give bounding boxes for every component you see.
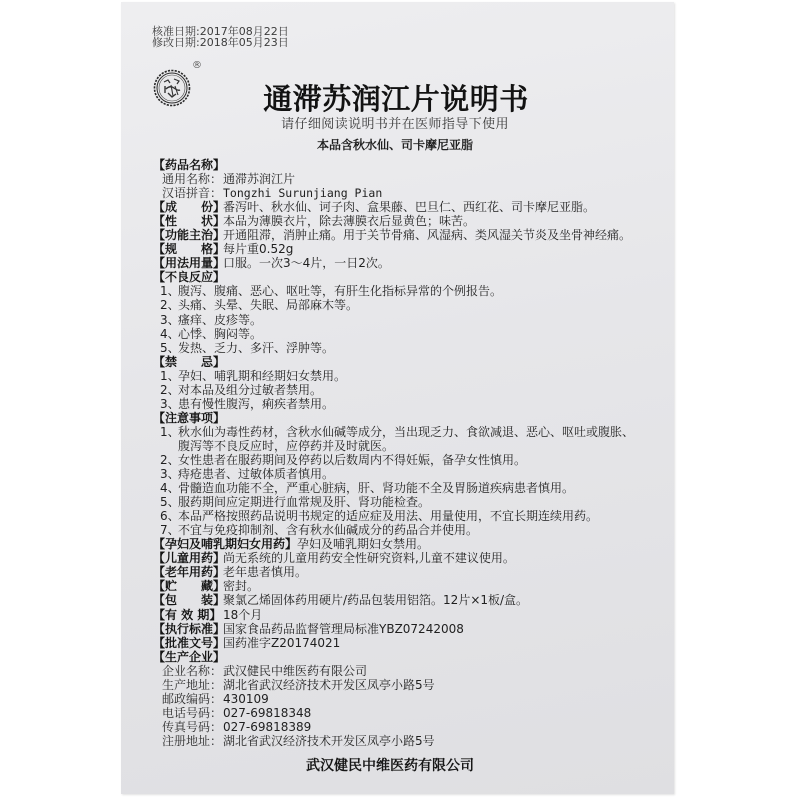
item-text: 瘙痒、皮疹等。 (178, 312, 263, 327)
field-value: 湖北省武汉经济技术开发区凤亭小路5号 (223, 733, 435, 748)
section-heading: 【成 份】 (153, 200, 226, 215)
section-value: 国药准字Z20174021 (223, 635, 341, 650)
list-item (153, 341, 658, 355)
item-number: 2、 (160, 382, 180, 397)
section-heading: 【老年用药】 (153, 565, 226, 580)
item-text: 患有慢性腹泻，痢疾者禁用。 (178, 396, 335, 411)
item-text: 骨髓造血功能不全，严重心脏病，肝、肾功能不全及胃肠道疾病患者慎用。 (178, 481, 575, 496)
field-label: 传真号码： (162, 719, 223, 734)
section-value: 18个月 (223, 607, 263, 622)
list-item (153, 523, 658, 537)
item-number: 6、 (160, 509, 180, 524)
section-heading: 【批准文号】 (153, 635, 226, 650)
item-text: 对本品及组分过敏者禁用。 (178, 382, 323, 397)
field-label: 邮政编码： (162, 691, 223, 706)
section-value: 开通阻滞，消肿止痛。用于关节骨痛、风湿病、类风湿关节炎及坐骨神经痛。 (223, 228, 632, 243)
section-drug-name (153, 158, 658, 172)
section-dosage (153, 256, 658, 270)
item-number: 3、 (160, 396, 180, 411)
item-number: 5、 (160, 495, 180, 510)
field-label: 企业名称： (162, 663, 223, 678)
section-pregnancy (153, 537, 658, 551)
company-name-row (153, 664, 658, 678)
section-heading: 【药品名称】 (153, 158, 226, 172)
section-heading: 【孕妇及哺乳期妇女用药】 (153, 537, 298, 552)
field-value: Tongzhi Surunjiang Pian (223, 186, 383, 201)
item-number: 1、 (160, 424, 180, 439)
item-number: 5、 (160, 340, 180, 355)
section-value: 口服。一次3～4片，一日2次。 (223, 256, 390, 271)
list-item (153, 369, 658, 383)
section-heading: 【注意事项】 (153, 410, 226, 425)
item-text: 女性患者在服药期间及停药以后数周内不得妊娠，备孕女性慎用。 (178, 452, 527, 467)
section-shelf-life (153, 608, 658, 622)
section-value: 聚氯乙烯固体药用硬片/药品包装用铝箔。12片×1板/盒。 (223, 593, 529, 608)
section-manufacturer (153, 650, 658, 664)
section-value: 番泻叶、秋水仙、诃子肉、盒果藤、巴旦仁、西红花、司卡摩尼亚脂。 (223, 200, 596, 215)
section-storage (153, 579, 658, 593)
footer-company-name: 武汉健民中维医药有限公司 (306, 758, 474, 774)
item-text: 秋水仙为毒性药材，含秋水仙碱等成分，当出现乏力、食欲减退、恶心、呕吐或腹胀、 (178, 424, 635, 439)
revision-date: 修改日期:2018年05月23日 (152, 36, 289, 49)
section-adverse-reactions (153, 270, 658, 284)
phone-row (153, 706, 658, 720)
section-contraindications (153, 355, 658, 369)
field-label: 汉语拼音： (162, 186, 223, 201)
item-number: 2、 (160, 452, 180, 467)
section-specification (153, 242, 658, 256)
field-value: 武汉健民中维医药有限公司 (223, 663, 368, 678)
item-text: 腹泻、腹痛、恶心、呕吐等，有肝生化指标异常的个例报告。 (178, 284, 503, 299)
list-item (153, 327, 658, 341)
section-heading: 【用法用量】 (153, 256, 226, 271)
field-label: 通用名称： (162, 172, 223, 187)
list-item (153, 425, 658, 439)
list-item (153, 397, 658, 411)
section-description (153, 214, 658, 228)
pinyin-row (153, 186, 658, 200)
document-title: 通滞苏润江片说明书 (263, 82, 529, 116)
list-item-continuation (153, 439, 658, 453)
list-item (153, 481, 658, 495)
field-value: 湖北省武汉经济技术开发区凤亭小路5号 (223, 677, 435, 692)
section-value: 密封。 (223, 579, 260, 594)
company-logo-icon (153, 69, 191, 107)
list-item (153, 298, 658, 312)
registered-address-row (153, 734, 658, 748)
approval-date: 核准日期:2017年08月22日 (152, 25, 289, 38)
list-item (153, 313, 658, 327)
item-text: 痔疮患者、过敏体质者慎用。 (178, 467, 335, 482)
item-number: 4、 (160, 481, 180, 496)
section-ingredients (153, 200, 658, 214)
field-value: 通滞苏润江片 (223, 172, 296, 187)
item-number: 7、 (160, 523, 180, 538)
section-indications (153, 228, 658, 242)
item-text: 腹泻等不良反应时，应停药并及时就医。 (178, 438, 395, 453)
item-text: 发热、乏力、多汗、浮肿等。 (178, 340, 335, 355)
insert-body (153, 158, 658, 748)
item-number: 1、 (160, 368, 180, 383)
section-geriatric (153, 565, 658, 579)
item-text: 服药期间应定期进行血常规及肝、肾功能检查。 (178, 495, 431, 510)
production-address-row (153, 678, 658, 692)
item-text: 不宜与免疫抑制剂、含有秋水仙碱成分的药品合并使用。 (178, 523, 479, 538)
section-value: 国家食品药品监督管理局标准YBZ07242008 (223, 621, 464, 636)
section-approval-number (153, 636, 658, 650)
field-label: 生产地址： (162, 677, 223, 692)
section-heading: 【规 格】 (153, 242, 226, 257)
field-value: 027-69818389 (223, 719, 312, 734)
list-item (153, 453, 658, 467)
date-block (152, 26, 289, 48)
item-number: 3、 (160, 467, 180, 482)
section-heading: 【功能主治】 (153, 228, 226, 243)
section-value: 尚无系统的儿童用药安全性研究资料,儿童不建议使用。 (223, 551, 515, 566)
section-heading: 【禁 忌】 (153, 354, 226, 369)
item-number: 3、 (160, 312, 180, 327)
section-precautions (153, 411, 658, 425)
item-number: 4、 (160, 326, 180, 341)
item-number: 2、 (160, 298, 180, 313)
generic-name-row (153, 172, 658, 186)
list-item (153, 383, 658, 397)
section-heading: 【执行标准】 (153, 621, 226, 636)
section-heading: 【有 效 期】 (153, 607, 222, 622)
usage-instruction: 请仔细阅读说明书并在医师指导下使用 (281, 117, 509, 132)
section-heading: 【不良反应】 (153, 270, 226, 285)
section-pediatric (153, 551, 658, 565)
section-heading: 【包 装】 (153, 593, 226, 608)
field-label: 电话号码： (162, 705, 223, 720)
section-heading: 【儿童用药】 (153, 551, 226, 566)
field-value: 027-69818348 (223, 705, 312, 720)
item-text: 心悸、胸闷等。 (178, 326, 263, 341)
section-value: 孕妇及哺乳期妇女禁用。 (297, 537, 430, 552)
list-item (153, 509, 658, 523)
item-text: 孕妇、哺乳期和经期妇女禁用。 (178, 368, 347, 383)
fax-row (153, 720, 658, 734)
section-value: 本品为薄膜衣片，除去薄膜衣后显黄色；味苦。 (223, 214, 476, 229)
section-value: 老年患者慎用。 (223, 565, 308, 580)
section-heading: 【生产企业】 (153, 649, 226, 664)
item-text: 头痛、头晕、失眠、局部麻木等。 (178, 298, 359, 313)
section-package (153, 593, 658, 607)
list-item (153, 284, 658, 298)
section-heading: 【性 状】 (153, 214, 226, 229)
item-number: 1、 (160, 284, 180, 299)
section-standard (153, 622, 658, 636)
section-value: 每片重0.52g (223, 242, 294, 257)
list-item (153, 495, 658, 509)
list-item (153, 467, 658, 481)
item-text: 本品严格按照药品说明书规定的适应症及用法、用量使用，不宜长期连续用药。 (178, 509, 599, 524)
field-label: 注册地址： (162, 733, 223, 748)
field-value: 430109 (223, 691, 269, 706)
registered-trademark-mark: ® (192, 60, 202, 71)
postal-code-row (153, 692, 658, 706)
section-heading: 【贮 藏】 (153, 579, 226, 594)
ingredient-notice: 本品含秋水仙、司卡摩尼亚脂 (316, 138, 473, 152)
